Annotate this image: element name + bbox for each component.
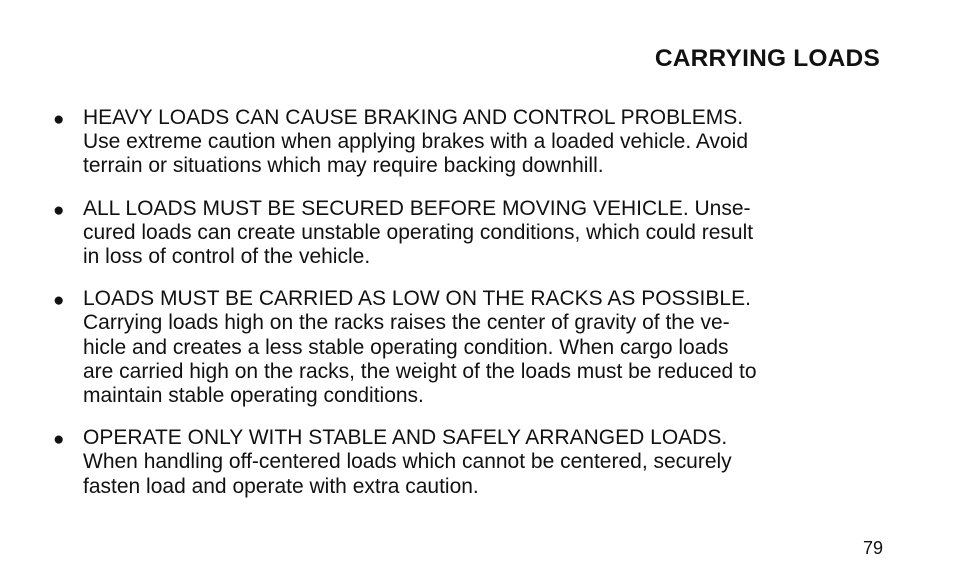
bullet-text: OPERATE ONLY WITH STABLE AND SAFELY ARRANGED LOADS. When handling off-centered loads which cannot be centered, securely fasten load and operate with extra caution.: [83, 426, 732, 498]
bullet-text: ALL LOADS MUST BE SECURED BEFORE MOVING VEHICLE. Unse- cured loads can create unstable operating conditions, which could result in loss of control of the vehicle.: [83, 196, 754, 269]
list-item: [0, 106, 954, 179]
bullet-icon: ●: [53, 199, 65, 221]
bullet-icon: ●: [53, 290, 65, 312]
bullet-text: LOADS MUST BE CARRIED AS LOW ON THE RACKS AS POSSIBLE. Carrying loads high on the racks raises the center of gravity of the ve- hicle and creates a less stable operating condition. When cargo loads are carried high on the racks, the weight of the loads must be reduced to maintain stable operating conditions.: [83, 287, 757, 408]
bullet-icon: ●: [53, 429, 65, 451]
bullet-text: HEAVY LOADS CAN CAUSE BRAKING AND CONTROL PROBLEMS. Use extreme caution when applying brakes with a loaded vehicle. Avoid terrain or situations which may require backing downhill.: [83, 106, 749, 178]
page-title: CARRYING LOADS: [654, 45, 880, 72]
list-item: [0, 426, 954, 499]
bullet-icon: ●: [53, 109, 65, 130]
list-item: [0, 197, 954, 270]
list-item: [0, 287, 954, 408]
warning-list: [0, 106, 954, 517]
page-number: 79: [862, 538, 883, 558]
